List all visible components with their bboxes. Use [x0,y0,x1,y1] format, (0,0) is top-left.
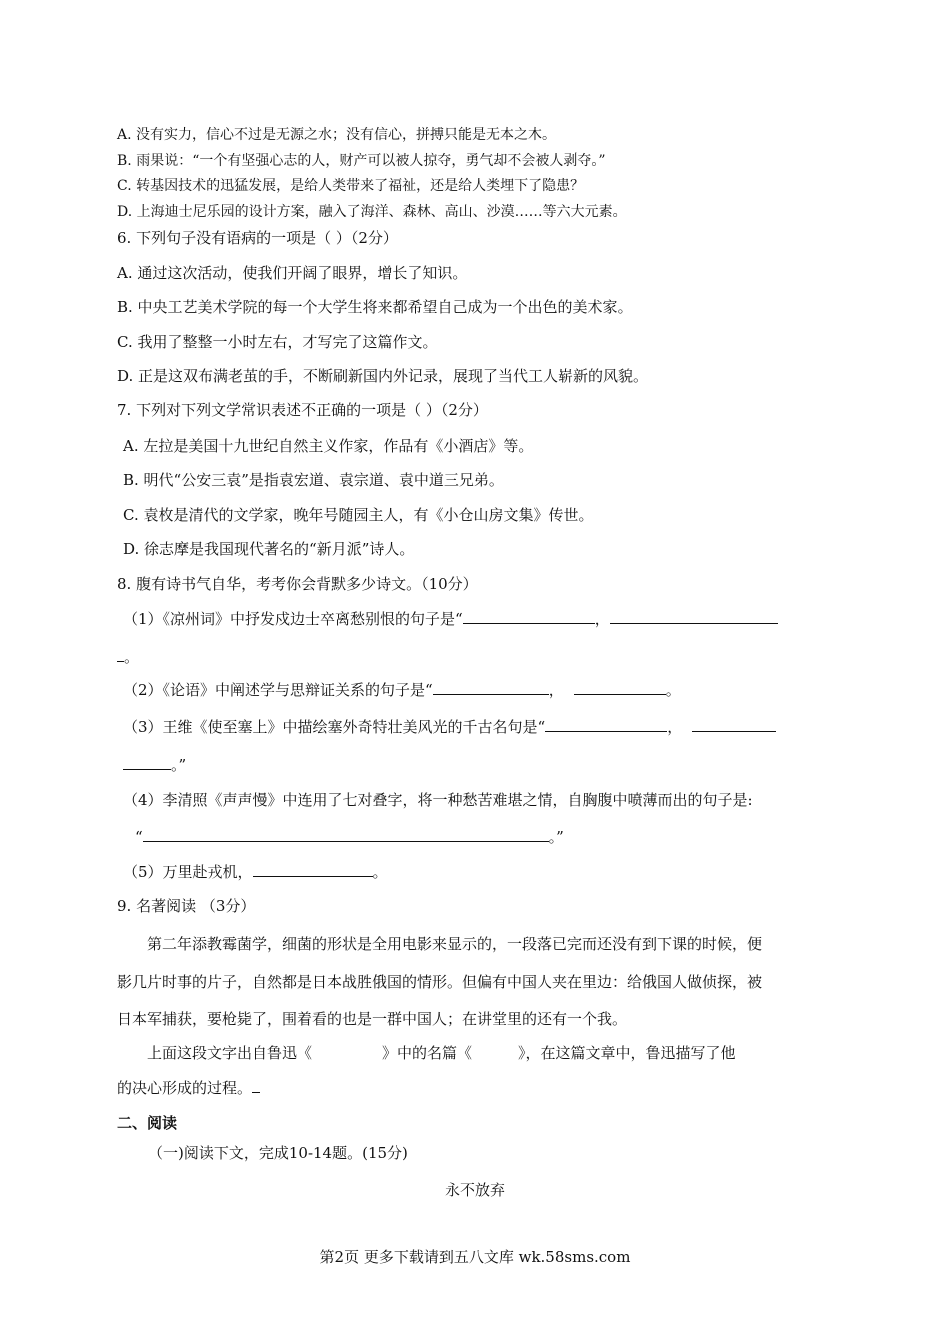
q8-item3-continuation [123,754,186,775]
q8-item2-blank-2[interactable] [574,680,666,695]
q8-item4: （4）李清照《声声慢》中连用了七对叠字，将一种愁苦难堪之情，自胸腹中喷薄而出的句子是: [123,791,753,809]
q8-item2-end: 。 [665,681,681,699]
q8-item4-blank-2[interactable] [459,827,549,842]
article-title: 永不放弃 [444,1181,505,1199]
q8-item2 [123,679,681,700]
q7-option-c: C. 袁枚是清代的文学家，晚年号随园主人，有《小仓山房文集》传世。 [123,506,594,524]
q7-option-b: B. 明代“公安三袁”是指袁宏道、袁宗道、袁中道三兄弟。 [123,471,504,489]
q9-question-line-2-text: 的决心形成的过程。 [117,1079,253,1097]
q9-question-line-2 [117,1077,260,1098]
q9-stem: 9. 名著阅读 （3分） [117,897,256,915]
q8-item4-open-quote: “ [135,828,143,846]
q8-stem: 8. 腹有诗书气自华，考考你会背默多少诗文。（10分） [117,575,478,593]
q8-item3-end: 。” [171,756,187,774]
q8-item1 [123,608,778,629]
q8-item1-comma: ， [594,610,610,628]
q7-stem: 7. 下列对下列文学常识表述不正确的一项是（ ）（2分） [117,401,488,419]
q8-item4-blank-1[interactable] [143,827,459,842]
q8-item3-comma: ， [667,718,683,736]
q5-option-b: B. 雨果说：“一个有坚强心志的人，财产可以被人掠夺，勇气却不会被人剥夺。” [117,153,606,169]
q8-item2-comma: ， [548,681,564,699]
q8-item1-blank-3[interactable] [117,647,124,662]
q8-item3-blank-1[interactable] [545,717,667,732]
q8-item1-prompt: （1）《凉州词》中抒发戍边士卒离愁别恨的句子是“ [123,610,463,628]
q8-item5-end: 。 [372,863,388,881]
q9-question-part-c: 》，在这篇文章中，鲁迅描写了他 [518,1044,736,1062]
page-footer: 第2页 更多下载请到五八文库 wk.58sms.com [319,1248,631,1266]
q9-question-part-b: 》中的名篇《 [382,1044,473,1062]
q9-passage-line-2: 影几片时事的片子，自然都是日本战胜俄国的情形。但偏有中国人夹在里边：给俄国人做侦探，被 [117,973,763,991]
q8-item4-answer [135,826,564,847]
q8-item2-prompt: （2）《论语》中阐述学与思辩证关系的句子是“ [123,681,433,699]
q9-blank-end[interactable] [252,1078,260,1093]
q5-option-a: A. 没有实力，信心不过是无源之水；没有信心，拼搏只能是无本之木。 [117,127,557,143]
q7-option-a: A. 左拉是美国十九世纪自然主义作家，作品有《小酒店》等。 [123,437,534,455]
q9-passage-line-1: 第二年添教霉菌学，细菌的形状是全用电影来显示的，一段落已完而还没有到下课的时候，便 [147,935,763,953]
q8-item1-blank-2[interactable] [610,609,778,624]
q8-item3-blank-2[interactable] [692,717,776,732]
q9-question-line-1 [147,1042,736,1063]
q6-option-a: A. 通过这次活动，使我们开阔了眼界，增长了知识。 [117,264,468,282]
section-subheading: （一)阅读下文，完成10-14题。(15分) [148,1144,408,1162]
q5-option-c: C. 转基因技术的迅猛发展，是给人类带来了福祉，还是给人类埋下了隐患？ [117,178,585,194]
q9-question-part-a: 上面这段文字出自鲁迅《 [147,1044,313,1062]
q6-option-b: B. 中央工艺美术学院的每一个大学生将来都希望自己成为一个出色的美术家。 [117,298,633,316]
q6-option-d: D. 正是这双布满老茧的手，不断刷新国内外记录，展现了当代工人崭新的风貌。 [117,367,649,385]
q8-item1-end: 。 [124,648,140,666]
q8-item5-blank[interactable] [253,862,373,877]
q8-item5 [123,861,388,882]
q8-item3-blank-3[interactable] [123,755,171,770]
q5-option-d: D. 上海迪士尼乐园的设计方案，融入了海洋、森林、高山、沙漠……等六大元素。 [117,204,627,220]
q8-item5-prompt: （5）万里赴戎机， [123,863,253,881]
q8-item3-prompt: （3）王维《使至塞上》中描绘塞外奇特壮美风光的千古名句是“ [123,718,546,736]
section-heading: 二、阅读 [117,1114,178,1132]
q6-option-c: C. 我用了整整一小时左右，才写完了这篇作文。 [117,333,438,351]
q8-item1-blank-1[interactable] [463,609,595,624]
q8-item1-continuation [117,646,139,667]
q8-item4-end: 。” [548,828,564,846]
q8-item3 [123,716,776,737]
q7-option-d: D. 徐志摩是我国现代著名的“新月派”诗人。 [123,540,415,558]
q8-item2-blank-1[interactable] [433,680,549,695]
q6-stem: 6. 下列句子没有语病的一项是（ ）（2分） [117,229,398,247]
q9-passage-line-3: 日本军捕获，要枪毙了，围着看的也是一群中国人；在讲堂里的还有一个我。 [117,1010,628,1028]
